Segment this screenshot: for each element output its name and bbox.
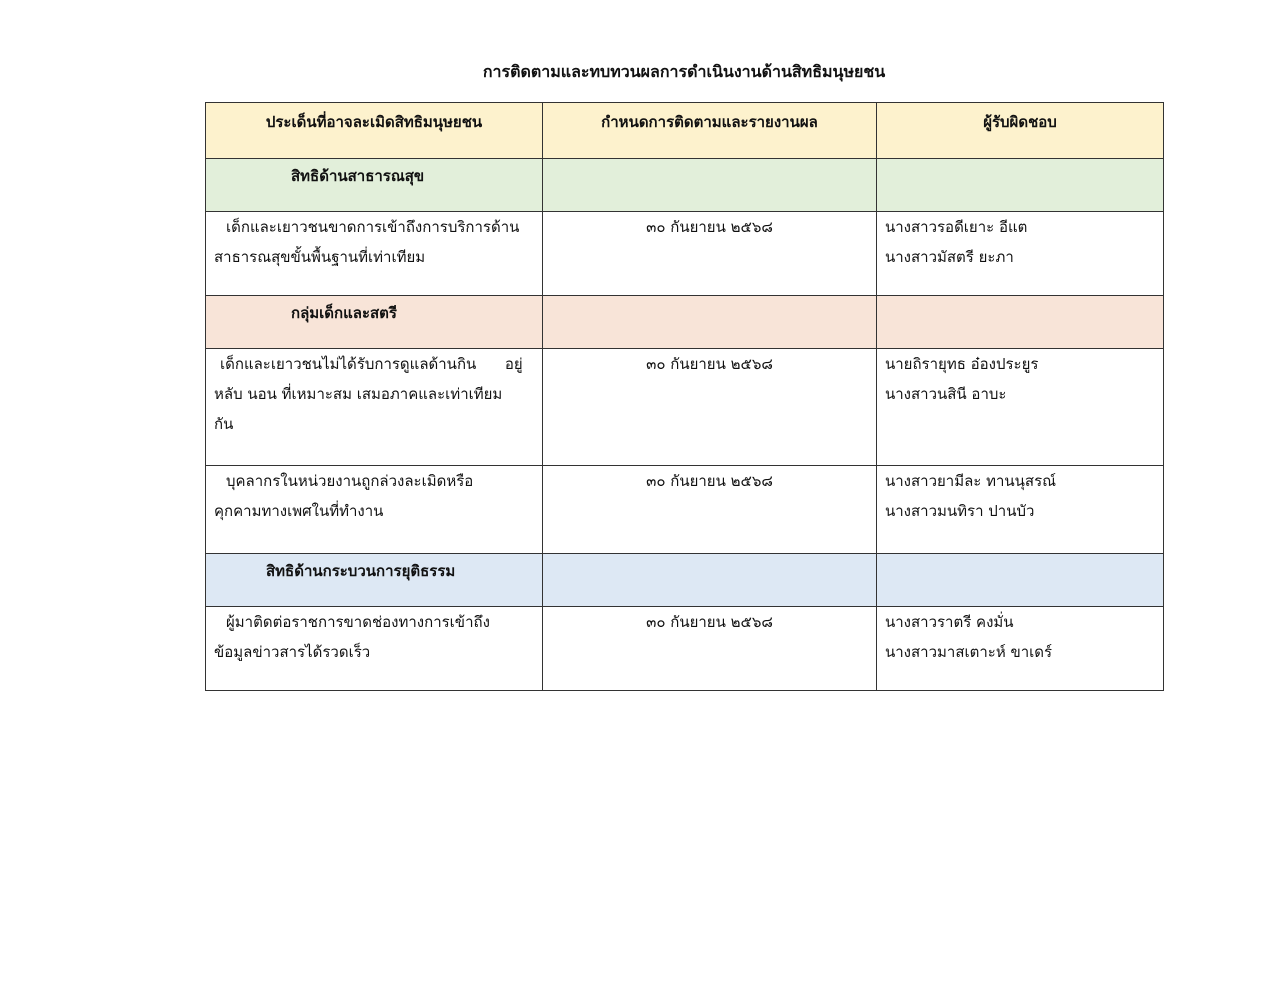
section-label: สิทธิด้านสาธารณสุข xyxy=(206,159,543,212)
issue-line: สาธารณสุขขั้นพื้นฐานที่เท่าเทียม xyxy=(214,248,426,266)
section-empty-cell xyxy=(543,159,877,212)
table-row xyxy=(206,212,1164,296)
section-empty-cell xyxy=(543,296,877,349)
responsible-name: นายถิรายุทธ อ๋องประยูร xyxy=(885,355,1039,373)
issue-line: เด็กและเยาวชนขาดการเข้าถึงการบริการด้าน xyxy=(226,218,520,236)
section-row-children-women xyxy=(206,296,1164,349)
header-schedule: กำหนดการติดตามและรายงานผล xyxy=(543,103,877,159)
issue-line: ผู้มาติดต่อราชการขาดช่องทางการเข้าถึง xyxy=(226,613,490,631)
issue-cell xyxy=(206,466,543,554)
responsible-name: นางสาวยามีละ ทานนุสรณ์ xyxy=(885,472,1057,490)
section-empty-cell xyxy=(543,554,877,607)
responsible-name: นางสาวนสินี อาบะ xyxy=(885,385,1007,403)
issue-cell xyxy=(206,212,543,296)
issue-cell xyxy=(206,349,543,466)
issue-line: บุคลากรในหน่วยงานถูกล่วงละเมิดหรือ xyxy=(226,472,474,490)
header-responsible: ผู้รับผิดชอบ xyxy=(877,103,1164,159)
responsible-cell xyxy=(877,607,1164,691)
issue-line: ข้อมูลข่าวสารได้รวดเร็ว xyxy=(214,643,371,661)
responsible-cell xyxy=(877,466,1164,554)
issue-line: คุกคามทางเพศในที่ทำงาน xyxy=(214,502,384,520)
table-row xyxy=(206,466,1164,554)
table-row xyxy=(206,349,1164,466)
responsible-name: นางสาวราตรี คงมั่น xyxy=(885,613,1014,631)
document-title: การติดตามและทบทวนผลการดำเนินงานด้านสิทธิมนุษยชน xyxy=(482,62,886,81)
responsible-name: นางสาวมนทิรา ปานบัว xyxy=(885,502,1035,520)
responsible-cell xyxy=(877,212,1164,296)
date-cell: ๓๐ กันยายน ๒๕๖๘ xyxy=(543,349,877,466)
section-empty-cell xyxy=(877,159,1164,212)
issue-line: เด็กและเยาวชนไม่ได้รับการดูแลด้านกิน อยู่ xyxy=(220,355,523,373)
issue-cell xyxy=(206,607,543,691)
responsible-name: นางสาวมัสตรี ยะภา xyxy=(885,248,1014,266)
date-cell: ๓๐ กันยายน ๒๕๖๘ xyxy=(543,466,877,554)
section-row-justice xyxy=(206,554,1164,607)
issue-line: หลับ นอน ที่เหมาะสม เสมอภาคและเท่าเทียม xyxy=(214,385,503,403)
responsible-cell xyxy=(877,349,1164,466)
header-issue: ประเด็นที่อาจละเมิดสิทธิมนุษยชน xyxy=(206,103,543,159)
human-rights-table xyxy=(205,102,1164,691)
table-row xyxy=(206,607,1164,691)
section-label: สิทธิด้านกระบวนการยุติธรรม xyxy=(206,554,543,607)
issue-line: กัน xyxy=(214,415,234,433)
section-label: กลุ่มเด็กและสตรี xyxy=(206,296,543,349)
date-cell: ๓๐ กันยายน ๒๕๖๘ xyxy=(543,212,877,296)
section-empty-cell xyxy=(877,296,1164,349)
section-row-public-health xyxy=(206,159,1164,212)
responsible-name: นางสาวรอดีเยาะ อีแต xyxy=(885,218,1028,236)
header-row xyxy=(206,103,1164,159)
date-cell: ๓๐ กันยายน ๒๕๖๘ xyxy=(543,607,877,691)
section-empty-cell xyxy=(877,554,1164,607)
responsible-name: นางสาวมาสเตาะห์ ขาเดร์ xyxy=(885,643,1053,661)
